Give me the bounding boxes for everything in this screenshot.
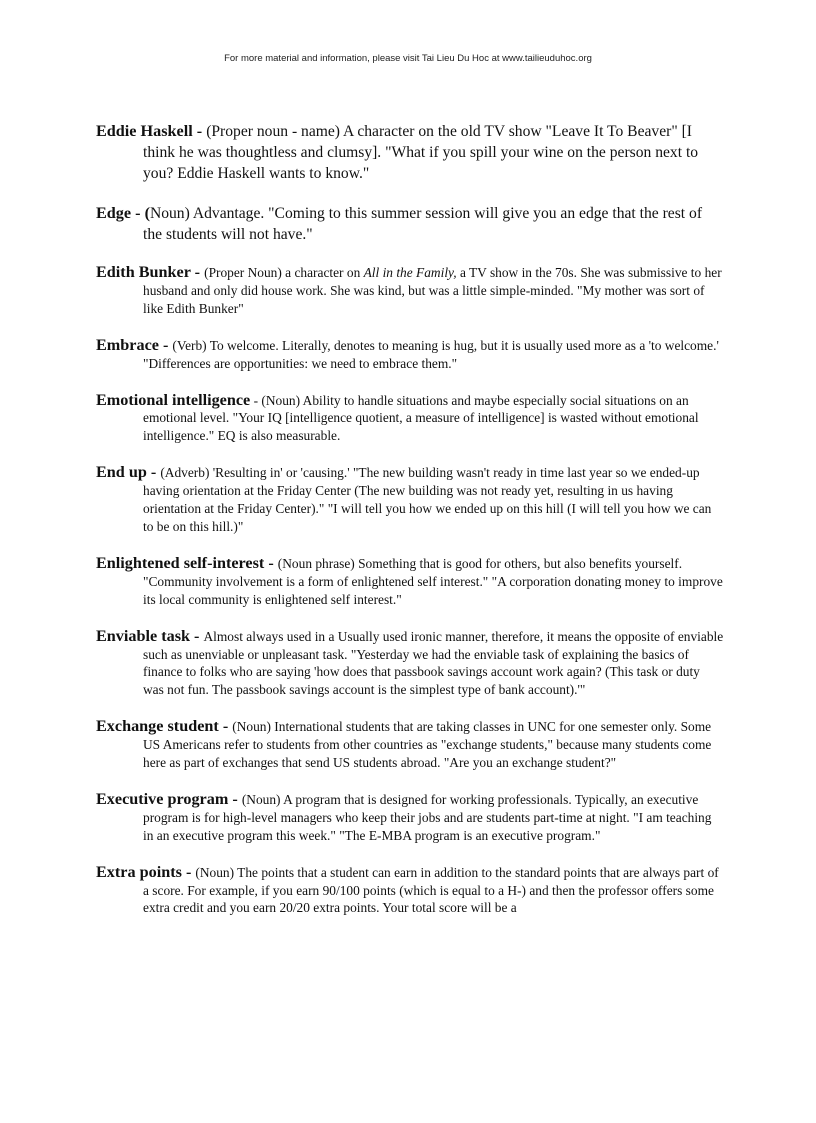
entry-term: End up - (96, 463, 161, 482)
entry-definition: Noun) Advantage. "Coming to this summer session will give you an edge that the rest of the students will not have." (143, 205, 703, 243)
entry-definition: Almost always used in a Usually used ironic manner, therefore, it means the opposite of enviable such as unenviable or unpleasant task. "Yesterday we had the enviable task of explaining the basics of finance to folks who are saying 'how does that passbook savings account work again? (This task or duty was not fun. The passbook savings account is the simplest type of bank account).'" (143, 628, 724, 698)
entry-definition: (Adverb) 'Resulting in' or 'causing.' "The new building wasn't ready in time last year so we ended-up having orientation at the Friday Center (The new building was not ready yet, resulting in us having orientation at the Friday Center)." "I will tell you how we ended up on this hill (I will tell you how we can to be on this hill.)" (143, 465, 712, 534)
entry-term: Embrace - (96, 335, 173, 354)
entry-term: Edge - ( (96, 204, 150, 222)
entry-definition: (Noun) International students that are taking classes in UNC for one semester only. Some US Americans refer to students from other countries as "exchange students," because many students come here as part of exchanges that send US students abroad. "Are you an exchange student?" (143, 719, 712, 771)
entry-term: Exchange student - (96, 717, 233, 736)
entry-definition: (Proper noun - name) A character on the old TV show "Leave It To Beaver" [I think he was thoughtless and clumsy]. "What if you spill your wine on the person next to you? Eddie Haskell wants to know." (143, 123, 699, 182)
entry-term: Enlightened self-interest - (96, 553, 278, 572)
entry-definition-text: a TV show in the 70s. She was submissive to her husband and only did house work. She was kind, but was a little simple-minded. "My mother was sort of like Edith Bunker" (143, 265, 722, 316)
entry-term: Emotional intelligence (96, 390, 251, 409)
entry-exchange-student (96, 718, 724, 772)
entry-emotional-intelligence (96, 392, 724, 446)
entry-embrace (96, 337, 724, 373)
entry-enviable-task (96, 628, 724, 700)
glossary-entries (96, 121, 724, 936)
entry-term: Edith Bunker - (96, 263, 205, 281)
entry-edge (96, 203, 724, 245)
entry-end-up (96, 464, 724, 536)
entry-definition-text: (Proper Noun) a character on (204, 265, 364, 280)
entry-extra-points (96, 864, 724, 918)
entry-definition: (Noun) A program that is designed for working professionals. Typically, an executive program is for high-level managers who keep their jobs and are students part-time at night. "I am teaching in an executive program this week." "The E-MBA program is an executive program." (143, 791, 712, 843)
entry-term: Extra points - (96, 862, 196, 881)
entry-eddie-haskell (96, 121, 724, 184)
entry-enlightened-self-interest (96, 555, 724, 609)
entry-executive-program (96, 791, 724, 845)
page-header: For more material and information, please visit Tai Lieu Du Hoc at www.tailieuduhoc.org (224, 53, 592, 64)
entry-edith-bunker (96, 264, 724, 318)
entry-definition: (Noun phrase) Something that is good for others, but also benefits yourself. "Community involvement is a form of enlightened self interest." "A corporation donating money to improve its local community is enlightened self interest." (143, 555, 723, 607)
entry-term: Enviable task - (96, 626, 204, 645)
entry-definition (143, 265, 722, 316)
show-title: All in the Family, (363, 265, 457, 280)
entry-definition: (Verb) To welcome. Literally, denotes to meaning is hug, but it is usually used more as a 'to welcome.' "Differences are opportunities: we need to embrace them." (143, 337, 719, 371)
entry-term: Eddie Haskell - (96, 122, 207, 140)
entry-definition: - (Noun) Ability to handle situations and maybe especially social situations on an emotional level. "Your IQ [intelligence quotient, a measure of intelligence] is wasted without emotional intelligence." EQ is also measurable. (143, 392, 699, 444)
entry-term: Executive program - (96, 789, 242, 808)
entry-definition: (Noun) The points that a student can earn in addition to the standard points that are always part of a score. For example, if you earn 90/100 points (which is equal to a H-) and then the professor offers some extra credit and you earn 20/20 extra points. Your total score will be a (143, 864, 719, 916)
